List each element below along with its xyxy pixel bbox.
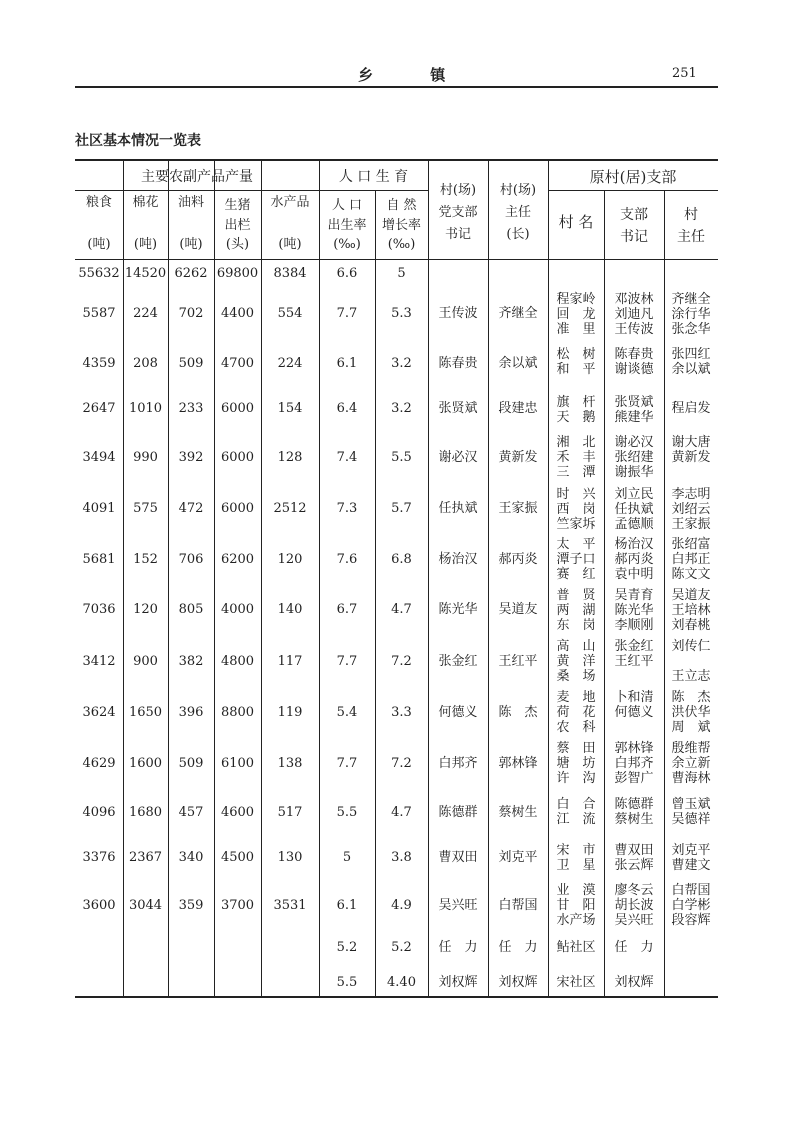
table-cell: 1650 [128, 705, 163, 720]
col-oil-unit: (吨) [179, 237, 203, 252]
table-cell: 陈 杰 洪伏华 周 斌 [671, 690, 711, 735]
col-village-secretary-header: 村(场) 党支部 书记 [438, 183, 478, 242]
table-cell: 廖冬云 胡长波 吴兴旺 [614, 883, 654, 928]
column-divider [261, 159, 262, 996]
col-aquatic-unit: (吨) [278, 237, 302, 252]
table-cell: 卜和清 何德义 [614, 690, 654, 720]
table-cell: 4629 [82, 756, 116, 771]
table-cell: 蔡 田 塘 坊 许 沟 [556, 741, 596, 786]
table-cell: 3044 [128, 898, 163, 913]
table-cell: 任 力 [498, 940, 538, 955]
table-cell: 陈德群 蔡树生 [614, 797, 654, 827]
col-cotton-header: 棉花 [132, 195, 159, 210]
col-oil-header: 油料 [177, 195, 204, 210]
table-cell: 4700 [220, 356, 255, 371]
page-header-title: 乡 镇 [358, 66, 472, 84]
table-cell: 3.3 [391, 705, 412, 720]
table-cell: 6000 [220, 401, 255, 416]
table-cell: 5.3 [391, 306, 412, 321]
table-cell: 宋 市 卫 星 [556, 843, 596, 873]
table-cell: 119 [277, 705, 303, 720]
col-pigs-unit: (头) [225, 237, 250, 252]
table-cell: 6100 [220, 756, 255, 771]
table-cell: 陈 杰 [498, 705, 538, 720]
table-cell: 6.7 [336, 602, 358, 617]
column-divider [214, 159, 215, 996]
table-cell: 3494 [82, 450, 116, 465]
table-cell: 郝丙炎 [498, 552, 538, 567]
table-cell: 4.7 [391, 602, 412, 617]
table-cell: 7.7 [336, 756, 358, 771]
table-cell: 6.4 [336, 401, 358, 416]
table-cell: 张金红 王红平 [614, 639, 654, 669]
table-cell: 曹双田 [438, 850, 478, 865]
table-cell: 392 [178, 450, 204, 465]
table-cell: 509 [178, 356, 204, 371]
table-cell: 3700 [220, 898, 255, 913]
table-cell: 2647 [82, 401, 116, 416]
table-cell: 6262 [174, 266, 208, 281]
table-cell: 7.3 [336, 501, 358, 516]
table-cell: 5.4 [336, 705, 358, 720]
table-cell: 575 [133, 501, 158, 516]
table-cell: 白帮国 [498, 898, 538, 913]
table-cell: 14520 [124, 266, 167, 281]
table-cell: 吴道友 [498, 602, 538, 617]
col-village-name-header: 村 名 [558, 213, 594, 231]
table-cell: 5.5 [336, 805, 358, 820]
col-grain-header: 粮食 [85, 195, 112, 210]
col-village-head-header: 村 主任 [677, 207, 705, 245]
table-cell: 7.7 [336, 654, 358, 669]
table-cell: 程启发 [671, 401, 711, 416]
col-aquatic-header: 水产品 [270, 195, 310, 210]
table-cell: 刘克平 [498, 850, 538, 865]
table-cell: 张四红 余以斌 [671, 347, 711, 377]
table-cell: 4359 [82, 356, 116, 371]
table-cell: 457 [178, 805, 204, 820]
table-cell: 4400 [220, 306, 255, 321]
table-cell: 396 [178, 705, 204, 720]
table-cell: 5.5 [391, 450, 412, 465]
table-cell: 117 [277, 654, 303, 669]
table-cell: 高 山 黄 洋 桑 场 [556, 639, 596, 684]
table-cell: 4091 [82, 501, 116, 516]
table-cell: 太 平 潭子口 赛 红 [556, 537, 596, 582]
table-cell: 任 力 [614, 940, 654, 955]
table-cell: 5 [342, 850, 352, 865]
table-cell: 2367 [128, 850, 163, 865]
table-cell: 5587 [82, 306, 116, 321]
table-cell: 刘克平 曹建文 [671, 843, 711, 873]
table-cell: 宋社区 [556, 975, 596, 990]
table-cell: 段建忠 [498, 401, 538, 416]
table-cell: 7036 [82, 602, 116, 617]
table-cell: 120 [133, 602, 158, 617]
column-divider [428, 159, 429, 996]
table-cell: 王家振 [498, 501, 538, 516]
table-cell: 白帮国 白学彬 段容辉 [671, 883, 711, 928]
table-cell: 224 [133, 306, 158, 321]
table-cell: 4.7 [391, 805, 412, 820]
table-cell: 张贤斌 熊建华 [614, 395, 654, 425]
table-cell: 程家岭 回 龙 准 里 [556, 292, 596, 337]
population-group-header: 人 口 生 育 [338, 169, 409, 185]
table-cell: 69800 [216, 266, 259, 281]
table-cell: 1600 [128, 756, 163, 771]
table-cell: 麦 地 荷 花 农 科 [556, 690, 596, 735]
table-cell: 4800 [220, 654, 255, 669]
table-cell: 郭林锋 白邦齐 彭智广 [614, 741, 654, 786]
table-cell: 805 [178, 602, 204, 617]
table-cell: 3600 [82, 898, 116, 913]
table-cell: 6.1 [336, 898, 358, 913]
table-cell: 382 [178, 654, 204, 669]
table-cell: 154 [277, 401, 303, 416]
table-cell: 4600 [220, 805, 255, 820]
table-cell: 3.8 [391, 850, 412, 865]
table-cell: 张贤斌 [438, 401, 478, 416]
col-branch-secretary-header: 支部 书记 [620, 207, 648, 245]
table-cell: 曾玉斌 吴德祥 [671, 797, 711, 827]
table-cell: 3.2 [391, 401, 412, 416]
table-cell: 702 [178, 306, 204, 321]
table-cell: 吴道友 王培林 刘春桃 [671, 588, 711, 633]
table-cell: 3376 [82, 850, 116, 865]
table-cell: 7.6 [336, 552, 358, 567]
table-cell: 李志明 刘绍云 王家振 [671, 487, 711, 532]
table-cell: 990 [133, 450, 158, 465]
table-cell: 2512 [273, 501, 307, 516]
table-cell: 233 [178, 401, 204, 416]
table-cell: 5.2 [391, 940, 412, 955]
table-cell: 6000 [220, 450, 255, 465]
table-cell: 4000 [220, 602, 255, 617]
table-cell: 白邦齐 [438, 756, 478, 771]
table-cell: 3412 [82, 654, 116, 669]
table-cell: 张绍富 白邦正 陈文文 [671, 537, 711, 582]
table-cell: 3.2 [391, 356, 412, 371]
table-cell: 松 树 和 平 [556, 347, 596, 377]
table-cell: 152 [133, 552, 158, 567]
header-rule [75, 86, 718, 88]
table-cell: 138 [277, 756, 303, 771]
table-cell: 吴兴旺 [438, 898, 478, 913]
table-cell: 208 [133, 356, 158, 371]
table-cell: 蔡树生 [498, 805, 538, 820]
table-title: 社区基本情况一览表 [75, 133, 201, 149]
original-branch-group-header: 原村(居)支部 [589, 168, 677, 186]
table-cell: 130 [277, 850, 303, 865]
table-cell: 900 [133, 654, 158, 669]
table-cell: 殷维帮 余立新 曹海林 [671, 741, 711, 786]
table-cell: 杨治汉 [438, 552, 478, 567]
table-cell: 4500 [220, 850, 255, 865]
table-cell: 472 [178, 501, 204, 516]
table-cell: 1010 [128, 401, 163, 416]
table-cell: 谢必汉 [438, 450, 478, 465]
table-cell: 7.7 [336, 306, 358, 321]
table-cell: 齐继全 涂行华 张念华 [671, 292, 711, 337]
table-cell: 湘 北 禾 丰 三 潭 [556, 435, 596, 480]
table-cell: 陈春贵 [438, 356, 478, 371]
table-cell: 5 [397, 266, 406, 281]
table-cell: 曹双田 张云辉 [614, 843, 654, 873]
table-cell: 6000 [220, 501, 255, 516]
col-birth-rate-header: 人 口 出生率 [327, 198, 367, 233]
table-bottom-rule [75, 996, 718, 998]
header-bottom-rule [75, 259, 718, 260]
column-divider [168, 159, 169, 996]
table-cell: 时 兴 西 岗 竺家坼 [556, 487, 596, 532]
col-village-director-header: 村(场) 主任 (长) [499, 183, 537, 242]
table-cell: 340 [178, 850, 204, 865]
table-cell: 554 [277, 306, 303, 321]
table-cell: 5.2 [336, 940, 358, 955]
table-cell: 5.7 [391, 501, 412, 516]
table-cell: 齐继全 [498, 306, 538, 321]
table-cell: 4096 [82, 805, 116, 820]
table-cell: 陈光华 [438, 602, 478, 617]
table-cell: 224 [277, 356, 303, 371]
table-cell: 6.8 [391, 552, 412, 567]
table-cell: 刘立民 任执斌 孟德顺 [614, 487, 654, 532]
table-cell: 陈德群 [438, 805, 478, 820]
table-cell: 余以斌 [498, 356, 538, 371]
table-cell: 刘权辉 [614, 975, 654, 990]
table-cell: 8384 [273, 266, 307, 281]
table-cell: 5681 [82, 552, 116, 567]
table-cell: 业 漠 甘 阳 水产场 [556, 883, 596, 928]
table-cell: 杨治汉 郝丙炎 袁中明 [614, 537, 654, 582]
table-cell: 7.2 [391, 654, 412, 669]
col-growth-rate-unit: (‰) [387, 237, 416, 252]
table-cell: 白 合 江 流 [556, 797, 596, 827]
col-cotton-unit: (吨) [133, 237, 158, 252]
table-cell: 陈春贵 谢谈德 [614, 347, 654, 377]
table-cell: 任 力 [438, 940, 478, 955]
table-cell: 6.1 [336, 356, 358, 371]
produce-group-header: 主要农副产品产量 [141, 169, 253, 185]
table-cell: 刘传仁 王立志 [671, 639, 711, 684]
table-cell: 517 [277, 805, 303, 820]
table-cell: 7.4 [336, 450, 358, 465]
table-cell: 3624 [82, 705, 116, 720]
col-birth-rate-unit: (‰) [333, 237, 361, 252]
table-cell: 刘权辉 [438, 975, 478, 990]
table-cell: 128 [277, 450, 303, 465]
table-cell: 邓波林 刘迪凡 王传波 [614, 292, 654, 337]
table-cell: 吴青育 陈光华 李顺刚 [614, 588, 654, 633]
table-cell: 7.2 [391, 756, 412, 771]
table-cell: 1680 [128, 805, 163, 820]
table-cell: 王红平 [498, 654, 538, 669]
table-cell: 任执斌 [438, 501, 478, 516]
table-cell: 黄新发 [498, 450, 538, 465]
table-cell: 张金红 [438, 654, 478, 669]
table-cell: 旗 杆 天 鹅 [556, 395, 596, 425]
table-cell: 6.6 [336, 266, 358, 281]
page-number: 251 [672, 66, 697, 81]
table-cell: 鲇社区 [556, 940, 596, 955]
table-cell: 王传波 [438, 306, 478, 321]
table-cell: 706 [178, 552, 204, 567]
table-top-rule [75, 159, 718, 161]
col-pigs-header: 生猪 出栏 [224, 198, 251, 233]
table-cell: 359 [178, 898, 204, 913]
table-cell: 刘权辉 [498, 975, 538, 990]
table-cell: 120 [277, 552, 303, 567]
table-cell: 4.9 [391, 898, 412, 913]
table-cell: 郭林锋 [498, 756, 538, 771]
table-cell: 5.5 [336, 975, 358, 990]
table-cell: 3531 [273, 898, 307, 913]
branch-header-rule [548, 190, 718, 191]
column-divider [319, 159, 320, 996]
table-cell: 普 贤 两 湖 东 岗 [556, 588, 596, 633]
table-cell: 55632 [78, 266, 120, 281]
table-cell: 509 [178, 756, 204, 771]
column-divider [123, 159, 124, 996]
table-cell: 4.40 [387, 975, 416, 990]
col-grain-unit: (吨) [87, 237, 111, 252]
table-cell: 谢大唐 黄新发 [671, 435, 711, 465]
column-divider [488, 159, 489, 996]
table-cell: 谢必汉 张绍建 谢振华 [614, 435, 654, 480]
table-cell: 140 [277, 602, 303, 617]
table-cell: 8800 [220, 705, 255, 720]
table-cell: 6200 [220, 552, 255, 567]
col-growth-rate-header: 自 然 增长率 [381, 198, 421, 233]
table-cell: 何德义 [438, 705, 478, 720]
